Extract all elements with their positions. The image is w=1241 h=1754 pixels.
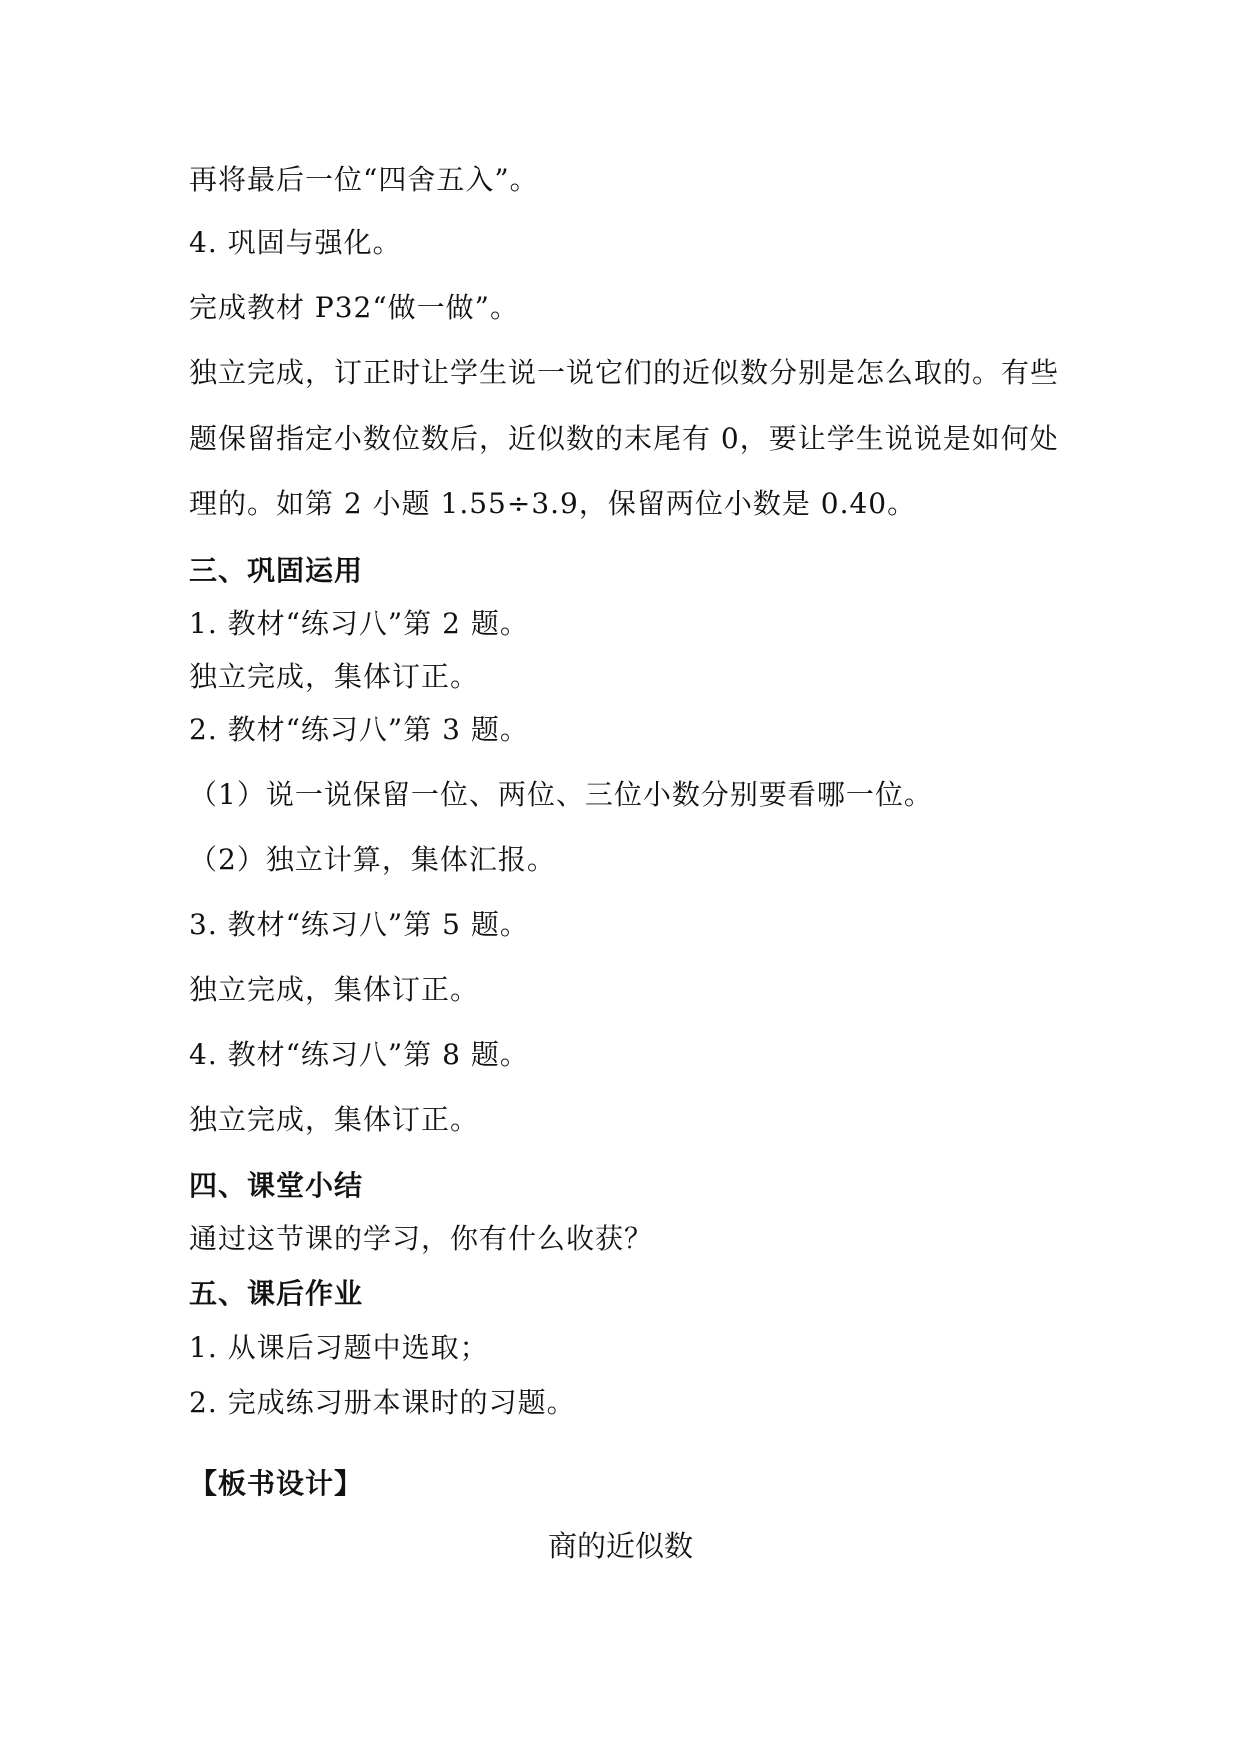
text-line: 独立完成，订正时让学生说一说它们的近似数分别是怎么取的。有些 <box>189 356 1060 389</box>
section-heading: 三、巩固运用 <box>189 554 364 587</box>
text-line: 4. 教材“练习八”第 8 题。 <box>189 1038 529 1071</box>
section-heading: 五、课后作业 <box>189 1277 364 1310</box>
text-line: 3. 教材“练习八”第 5 题。 <box>189 908 529 941</box>
text-line: 理的。如第 2 小题 1.55÷3.9，保留两位小数是 0.40。 <box>189 487 917 520</box>
text-line: 再将最后一位“四舍五入”。 <box>189 163 539 196</box>
text-line: 1. 教材“练习八”第 2 题。 <box>189 607 529 640</box>
text-line: 独立完成，集体订正。 <box>189 1103 480 1136</box>
text-line: （2）独立计算，集体汇报。 <box>189 843 556 876</box>
text-line: 独立完成，集体订正。 <box>189 660 480 693</box>
text-line: 2. 教材“练习八”第 3 题。 <box>189 713 529 746</box>
text-line: （1）说一说保留一位、两位、三位小数分别要看哪一位。 <box>189 778 933 811</box>
text-line: 通过这节课的学习，你有什么收获？ <box>189 1222 654 1255</box>
text-line: 4. 巩固与强化。 <box>189 226 402 259</box>
text-line: 题保留指定小数位数后，近似数的末尾有 0，要让学生说说是如何处 <box>189 422 1059 455</box>
board-design-heading: 【板书设计】 <box>189 1467 364 1500</box>
text-line: 独立完成，集体订正。 <box>189 973 480 1006</box>
text-line: 1. 从课后习题中选取； <box>189 1331 489 1364</box>
text-line: 2. 完成练习册本课时的习题。 <box>189 1386 576 1419</box>
text-line: 完成教材 P32“做一做”。 <box>189 291 519 324</box>
section-heading: 四、课堂小结 <box>189 1169 364 1202</box>
board-title: 商的近似数 <box>547 1529 693 1563</box>
